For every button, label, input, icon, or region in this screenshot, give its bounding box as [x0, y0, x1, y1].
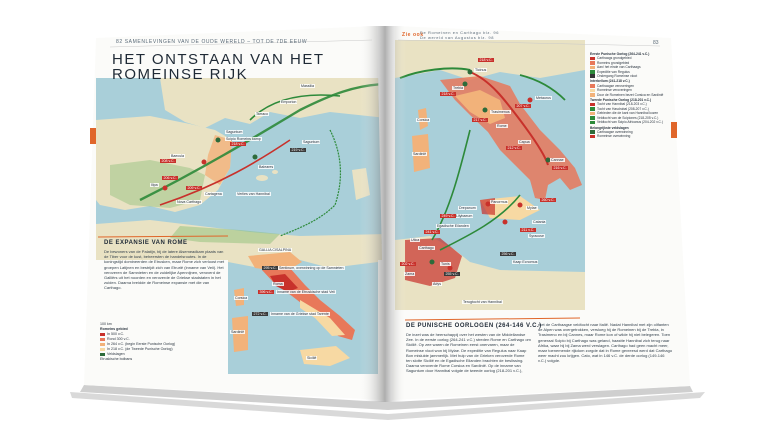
map-label-ecnomus: Kaap Ecnomus	[513, 260, 538, 264]
map-label-massilia: Massilia	[301, 84, 314, 88]
legend-section-title: Tweede Punische Oorlog (218-201 v.C.)	[590, 98, 652, 103]
legend-item: Tocht van Hannibal (218-203 v.C.)	[590, 102, 666, 106]
date-label: 219 v.C.	[291, 148, 305, 152]
map-label-saguntum-2: Saguntum	[303, 140, 320, 144]
inset-label-corsica: Corsica	[235, 296, 248, 300]
date-label: 249 v.C.	[441, 214, 455, 218]
map-label-trasimeno: Trasimenus	[491, 110, 510, 114]
map-label-terugtocht: Terugtocht van Hannibal	[463, 300, 502, 304]
legend-item: Carthaagse overwinning	[590, 130, 666, 134]
legend-item: Tocht van Hasdrubal (208-207 v.C.)	[590, 107, 666, 111]
legend-item: Aan/ het einde van Carthaags	[590, 65, 666, 69]
expansion-box-title: DE EXPANSIE VAN ROME	[104, 240, 188, 246]
map-label-rome: Rome	[497, 124, 507, 128]
map-label-capua: Capua	[519, 140, 530, 144]
legend-item: Carthaagse veroveringen	[590, 84, 666, 88]
map-label-aegaten: Egadische Eilanden	[437, 224, 469, 228]
inset-date: 295 v.C.	[263, 266, 277, 270]
legend-item: Veldtocht van Scipio Africanus (204-202 v.C.)	[590, 120, 666, 124]
expansion-box-text: De bewoners van de Palatijn, bij de latere Alsemeadkam plaats van de Tiber voor de kust, beheersten de handelsroutes. In de koningstijd domineerden de Etrusken, maar Rome zich verloost met groepen Latijnen en bestrijdt zich van Etrurië (inname van Veii). Het veroveren de Samnieten en de zuidelijke Apennijnen, veroverd de Galliërs uit het noorden en veroverde de Griekse stadstaten in het zuiden. Daarna breidde de Romeinse expansie met die van Carthago.	[104, 249, 225, 291]
map-label-corsica: Corsica	[417, 118, 430, 122]
map-legend	[590, 52, 666, 139]
map-label-lilybaeum: Lilybaeum	[456, 214, 473, 218]
inset-label-sardinie: Sardinië	[231, 330, 245, 334]
legend-item: In 500 v.C.	[100, 332, 224, 337]
legend-item: Expeditie van Regulus	[590, 70, 666, 74]
map-label-panormus: Panormus	[491, 200, 508, 204]
date-label: 260 v.C.	[541, 198, 555, 202]
legend-section-title: Eerste Punische Oorlog (264-241 v.C.)	[590, 52, 650, 56]
date-label: 209 v.C.	[187, 186, 201, 190]
legend-item: Romeinse overwinning	[590, 134, 666, 138]
punic-box-col2: met de Carthaagse veldtocht naar Italië. Nadat Hannibal met zijn olifanten de Alpen was overgetrokken, versloeg hij de Romeinen bij de Trebia, in Trasimeno en bij Cannes, maar Rome kon of wilde hij niet belegeren. Toen generaal Scipio bij Carthago was geland, haastte Hannibal zich terug naar Afrika, waar hij bij Zama werd verslagen. Carthago had geen macht meer, maar toenemende rijkdom zorgde dat in Rome gevreesd werd dat Carthago weer macht zou krijgen. Cato, wat in 146 v.C. de derde oorlog (149-146 v.C.) volgde.	[538, 322, 673, 364]
legend-item: Gebieden die de kant van Hannibal kozen	[590, 111, 666, 115]
map-label-carthago: Carthago	[419, 246, 434, 250]
legend-item: Veldtocht van de Scipiones (218-205 v.C.)	[590, 116, 666, 120]
date-label: 206 v.C.	[163, 176, 177, 180]
legend-section-title: Interbellum (241-218 v.C.)	[590, 79, 630, 84]
date-label: 218 v.C.	[441, 92, 455, 96]
expansion-legend	[100, 322, 224, 362]
map-label-trebia: Trebia	[453, 86, 464, 90]
legend-item: Door de Romeinen bezet Corsica en Sardinië	[590, 93, 666, 97]
map-label-ilipa: Ilipa	[151, 183, 158, 187]
date-label: 202 v.C.	[401, 262, 415, 266]
map-label-sardinie: Sardinië	[413, 152, 427, 156]
map-label-metaurus: Metaurus	[536, 96, 551, 100]
date-label: 256 v.C.	[501, 252, 515, 256]
right-tab	[671, 122, 677, 138]
legend-item: Ondergang Romeinse vloot	[590, 74, 666, 78]
see-also-ref[interactable]: De Romeinen en Carthago blz. 96	[420, 30, 500, 35]
date-label: 207 v.C.	[516, 104, 530, 108]
punic-box-title: DE PUNISCHE OORLOGEN (264-146 V.C.)	[406, 323, 542, 329]
legend-item: Carthaags grondgebied	[590, 56, 666, 60]
map-label-cartagena-note: Verlies van Hannibal	[237, 192, 270, 196]
left-tab	[90, 128, 96, 144]
see-also-ref[interactable]: De wereld van Augustus blz. 98	[420, 35, 495, 40]
legend-item: Veldslagen	[100, 352, 224, 357]
date-label: 217 v.C.	[473, 118, 487, 122]
map-label-cartagena: Cartagena	[205, 192, 222, 196]
page-title	[112, 52, 362, 82]
legend-item: In 218 v.C. (de Tweede Punische Oorlog)	[100, 347, 224, 352]
map-label-catania: Catania	[533, 220, 546, 224]
date-label: 212 v.C.	[507, 146, 521, 150]
legend-item: Romeinse veroveringen	[590, 88, 666, 92]
legend-item: Rond 300 v.C.	[100, 337, 224, 342]
date-label: 211 v.C.	[521, 228, 535, 232]
inset-label-sicilie: Sicilië	[307, 356, 317, 360]
map-label-syracuse: Syracuse	[529, 234, 544, 238]
date-label: 216 v.C.	[553, 166, 567, 170]
map-label-tunis: Tunis	[441, 262, 450, 266]
map-label-saguntum-note: Scipio Romeins kamp	[226, 137, 261, 141]
legend-title: Romeins gebied	[100, 327, 128, 331]
map-label-ticinus: Ticinus	[475, 68, 487, 72]
inset-label-sentinum: Sentinum, overwinning op de Samnieten	[279, 266, 344, 270]
inset-label-roma: Roma	[273, 282, 283, 286]
map-label-mylae: Mylae	[527, 206, 537, 210]
date-label: 218 v.C.	[479, 58, 493, 62]
left-page-header: 82 SAMENLEVINGEN VAN DE OUDE WERELD – TOT DE 7DE EEUW	[116, 39, 308, 45]
inset-label-gallia: GALLIA CISALPINA	[259, 248, 292, 252]
legend-item: Romeins grondgebied	[590, 61, 666, 65]
date-label: 255 v.C.	[445, 272, 459, 276]
map-label-drepanum: Drepanum	[459, 206, 476, 210]
legend-item: In 264 v.C. (begin Eerste Punische Oorlog)	[100, 342, 224, 347]
map-label-baleares: Baleares	[259, 165, 274, 169]
title-line-2: ROMEINSE RIJK	[112, 66, 249, 83]
page-number: 83	[653, 40, 659, 46]
date-label: 208 v.C.	[161, 159, 175, 163]
date-label: 241 v.C.	[425, 230, 439, 234]
legend-scale: 100 km	[100, 322, 112, 326]
date-label: 218 v.C.	[231, 142, 245, 146]
legend-footer: Etruskische bolbans	[100, 357, 133, 361]
inset-label-tarente: Inname van de Griekse stad Tarente	[271, 312, 329, 316]
map-label-cannae: Cannae	[551, 158, 564, 162]
see-also-label: Zie ook	[402, 32, 424, 38]
inset-date: 272 v.C.	[253, 312, 267, 316]
map-label-nova-carthago: Nova Carthago	[177, 200, 202, 204]
map-label-saguntum: Saguntum	[226, 130, 243, 134]
legend-section-title: Belangrijkste veldslagen	[590, 125, 629, 130]
map-label-baecula: Baecula	[171, 154, 184, 158]
punic-box-col1: De inzet was de heerschappij over het westen van de Middellandse Zee. In de eerste oorlog (264-241 v.C.) streden Rome en Carthago om Sicilië. Op zee waren de Romeinen eerst onervaren, maar de Romeinse vloot won bij Mylae. De expeditie van Regulus naar Kaap Bon mislukte jammerlijk. Met hulp van de Grieken veroverde Rome ten slotte Sicilië en de Egadische Eilanden brachten de beslissing. Daarna veroverde Rome Corsica en Sardinië. Op de inname van Saguntum door Hannibal volgde de tweede oorlog (218-201 v.C.),	[406, 332, 531, 374]
map-label-zama: Zama	[405, 272, 415, 276]
map-label-utica: Utica	[411, 238, 420, 242]
title-line-1: HET ONTSTAAN VAN HET	[112, 51, 325, 68]
inset-date: 396 v.C.	[259, 290, 273, 294]
map-label-adys: Adys	[433, 282, 441, 286]
map-label-tarraco: Tarraco	[256, 112, 268, 116]
map-label-emporion: Emporion	[281, 100, 297, 104]
inset-label-veii: Inname van de Etruskische stad Veii	[277, 290, 335, 294]
